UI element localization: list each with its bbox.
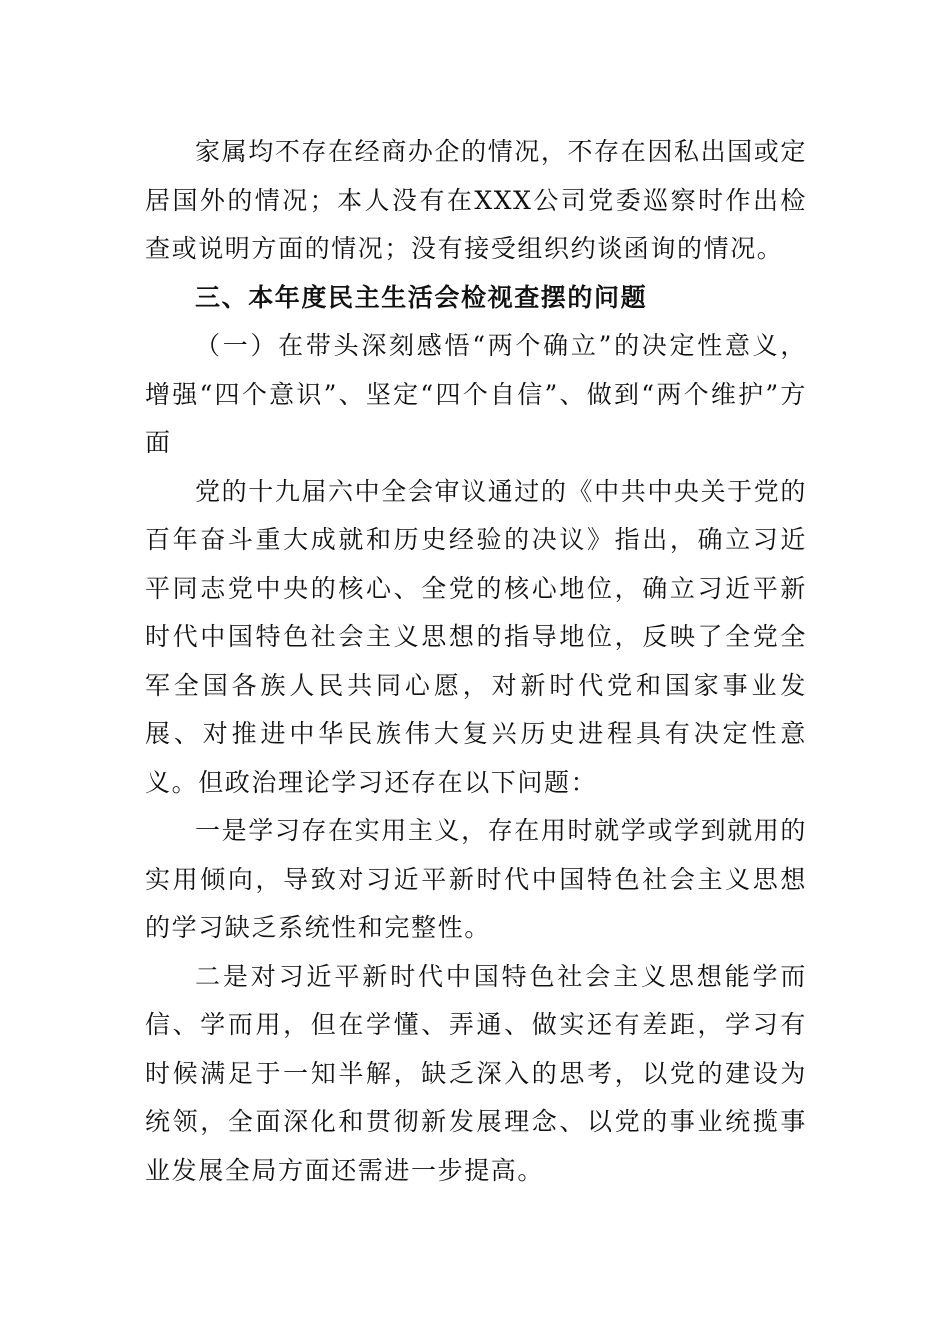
- document-body: [145, 128, 807, 1195]
- body-paragraph-problem-one: 一是学习存在实用主义，存在用时就学或学到就用的实用倾向，导致对习近平新时代中国特色社会主义思想的学习缺乏系统性和完整性。: [145, 816, 807, 942]
- body-paragraph-problem-two: 二是对习近平新时代中国特色社会主义思想能学而信、学而用，但在学懂、弄通、做实还有差距，学习有时候满足于一知半解，缺乏深入的思考，以党的建设为统领，全面深化和贯彻新发展理念、以党的事业统揽事业发展全局方面还需进一步提高。: [145, 961, 807, 1185]
- subsection-heading: （一）在带头深刻感悟“两个确立”的决定性意义，增强“四个意识”、坚定“四个自信”、做到“两个维护”方面: [145, 331, 807, 457]
- continuation-paragraph: 家属均不存在经商办企的情况，不存在因私出国或定居国外的情况；本人没有在XXX公司党委巡察时作出检查或说明方面的情况；没有接受组织约谈函询的情况。: [145, 137, 807, 263]
- body-paragraph-resolution: 党的十九届六中全会审议通过的《中共中央关于党的百年奋斗重大成就和历史经验的决议》指出，确立习近平同志党中央的核心、全党的核心地位，确立习近平新时代中国特色社会主义思想的指导地位，反映了全党全军全国各族人民共同心愿，对新时代党和国家事业发展、对推进中华民族伟大复兴历史进程具有决定性意义。但政治理论学习还存在以下问题：: [145, 476, 807, 797]
- section-heading: 三、本年度民主生活会检视查摆的问题: [195, 282, 648, 312]
